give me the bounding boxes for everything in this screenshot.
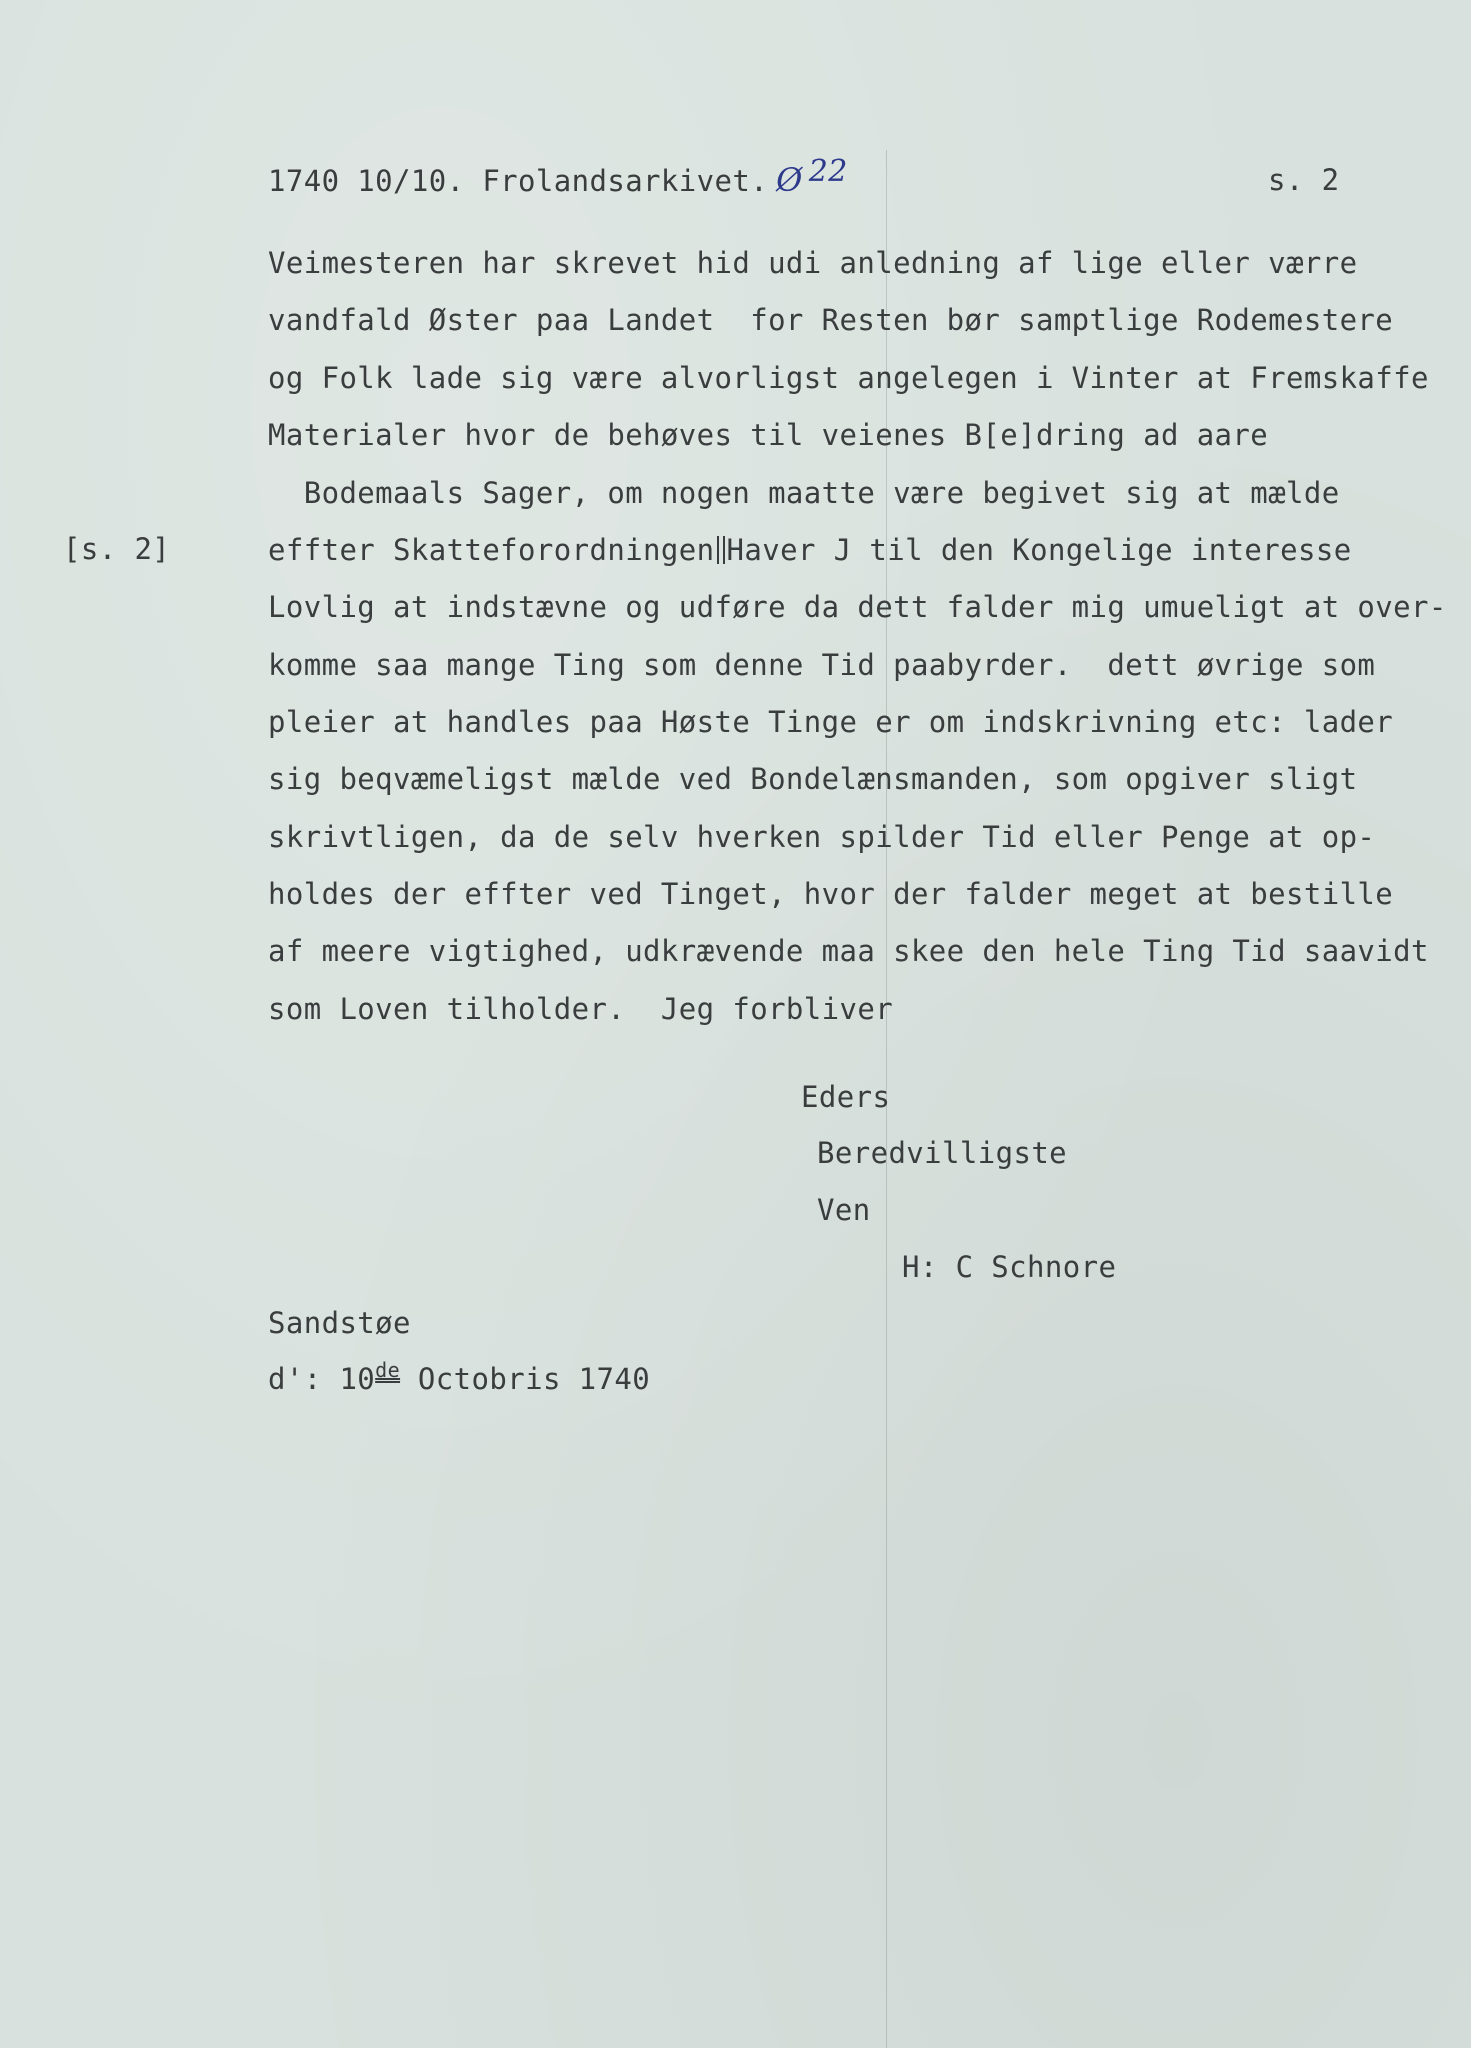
closing-ven: Ven [817, 1193, 871, 1227]
body-line-13: af meere vigtighed, udkrævende maa skee den hele Ting Tid saavidt [268, 934, 1429, 968]
signature: H: C Schnore [902, 1250, 1117, 1284]
header-left [268, 154, 848, 199]
body-line-1: Veimesteren har skrevet hid udi anledning af lige eller værre [268, 246, 1358, 280]
closing-eders: Eders [801, 1080, 891, 1114]
body-line-6-start: effter Skatteforordningen [268, 533, 715, 567]
date-line [268, 1358, 651, 1399]
body-line-9: pleier at handles paa Høste Tinge er om indskrivning etc: lader [268, 705, 1394, 739]
body-line-2: vandfald Øster paa Landet for Resten bør samptlige Rodemestere [268, 303, 1394, 337]
header-title: 1740 10/10. Frolandsarkivet. [268, 164, 769, 198]
body-line-4: Materialer hvor de behøves til veienes B[e]dring ad aare [268, 418, 1269, 452]
page-break-mark [717, 536, 725, 564]
body-line-5: Bodemaals Sager, om nogen maatte være begivet sig at mælde [268, 476, 1340, 510]
body-line-12: holdes der effter ved Tinget, hvor der falder meget at bestille [268, 877, 1394, 911]
body-line-7: Lovlig at indstævne og udføre da dett falder mig umueligt at over- [268, 590, 1447, 624]
body-line-6-end: Haver J til den Kongelige interesse [726, 533, 1352, 567]
body-line-11: skrivtligen, da de selv hverken spilder Tid eller Penge at op- [268, 820, 1376, 854]
handwritten-mark: Ø [776, 161, 803, 199]
body-line-6 [268, 533, 1352, 567]
place: Sandstøe [268, 1306, 411, 1340]
closing-beredvilligste: Beredvilligste [817, 1136, 1068, 1170]
handwritten-number: 22 [808, 154, 848, 189]
page-number: s. 2 [1268, 163, 1340, 197]
margin-note: [s. 2] [63, 532, 171, 566]
body-line-14: som Loven tilholder. Jeg forbliver [268, 992, 894, 1026]
date-superscript: de [375, 1358, 401, 1382]
body-line-8: komme saa mange Ting som denne Tid paabyrder. dett øvrige som [268, 648, 1376, 682]
date-suffix: Octobris 1740 [400, 1362, 651, 1396]
body-line-3: og Folk lade sig være alvorligst angelegen i Vinter at Fremskaffe [268, 361, 1429, 395]
date-prefix: d': 10 [268, 1362, 376, 1396]
body-line-10: sig beqvæmeligst mælde ved Bondelænsmanden, som opgiver sligt [268, 762, 1358, 796]
